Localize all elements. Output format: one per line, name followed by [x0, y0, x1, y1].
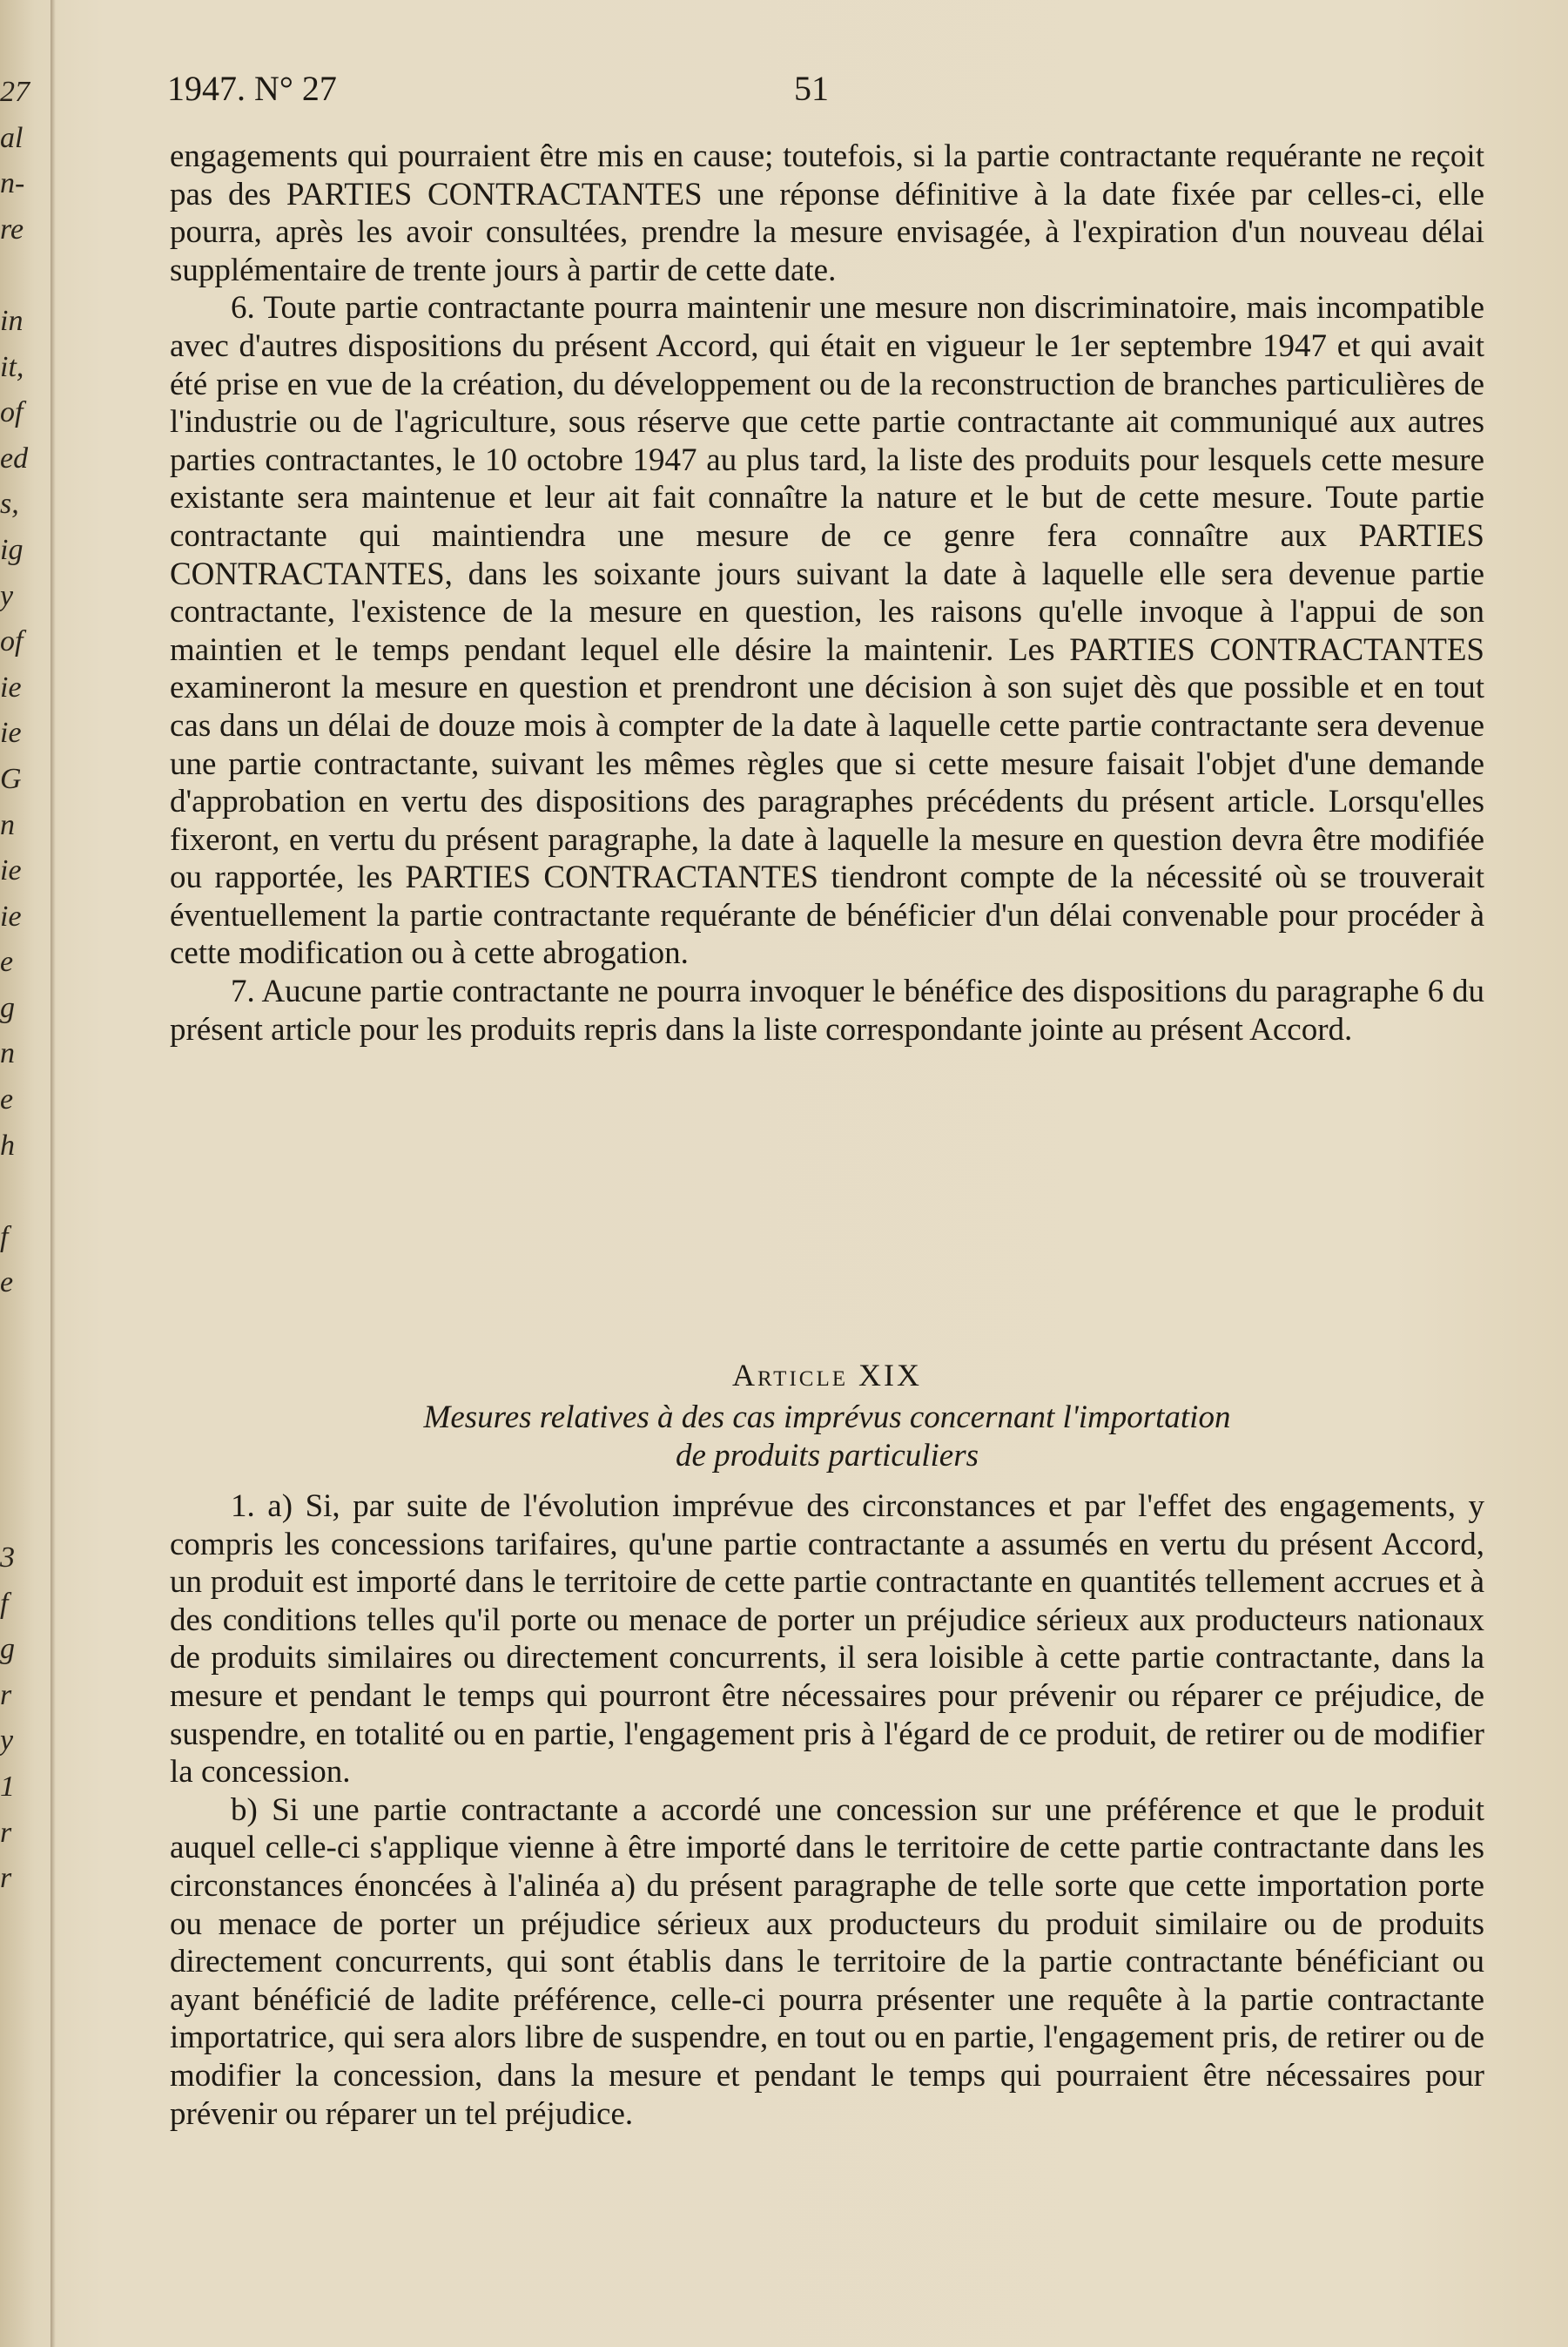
margin-fragment [0, 1444, 26, 1490]
margin-fragment: e [0, 1266, 14, 1299]
margin-fragment [0, 1352, 26, 1399]
article-title: Article XIX [732, 1358, 922, 1393]
paragraph-6: 6. Toute partie contractante pourra maintenir une mesure non discriminatoire, mais incompatible avec d'autres dispositions du présent Accord, qui était en vigueur le 1er septembre 1947 et qui avait été prise en vue de la création, du développement ou de la reconstruction de branches particulières de l'industrie ou de l'agriculture, sous réserve que cette partie contractante ait communiqué aux autres parties contractantes, le 10 octobre 1947 au plus tard, la liste des produits pour lesquels cette mesure existante sera maintenue et leur ait fait connaître la nature et le but de cette mesure. Toute partie contractante qui maintiendra une mesure de ce genre fera connaître aux PARTIES CONTRACTANTES, dans les soixante jours suivant la date à laquelle elle sera devenue partie contractante, l'existence de la mesure en question, les raisons qu'elle invoque à l'appui de son maintien et le temps pendant lequel elle désire la maintenir. Les PARTIES CONTRACTANTES examineront la mesure en question et prendront une décision à son sujet dès que possible et en tout cas dans un délai de douze mois à compter de la date à laquelle cette partie contractante sera devenue une partie contractante, suivant les mêmes règles que si cette mesure faisait l'objet d'une demande d'approbation en vertu des dispositions des paragraphes précédents du présent article. Lorsqu'elles fixeront, en vertu du présent paragraphe, la date à laquelle la mesure en question devra être modifiée ou rapportée, les PARTIES CONTRACTANTES tiendront compte de la nécessité où se trouverait éventuellement la partie contractante requérante de bénéficier d'un délai convenable pour procéder à cette modification ou à cette abrogation. [170, 290, 1484, 972]
margin-fragment: r [0, 1862, 12, 1895]
page-number: 51 [794, 69, 829, 108]
margin-fragment [0, 2085, 26, 2131]
margin-fragment: y [0, 579, 14, 612]
margin-fragment: s, [0, 488, 19, 521]
body-text-upper [170, 138, 1484, 1049]
margin-fragment [0, 1398, 26, 1444]
margin-fragment: of [0, 625, 24, 658]
article-heading [170, 1357, 1484, 1475]
margin-fragment: 27 [0, 76, 30, 108]
paragraph-continuation: engagements qui pourraient être mis en cause; toutefois, si la partie contractante requérante ne reçoit pas des PARTIES CONTRACTANTES une réponse définitive à la date fixée par celles-ci, elle pourra, après les avoir consultées, prendre la mesure envisagée, à l'expiration d'un nouveau délai supplémentaire de trente jours à partir de cette date. [170, 138, 1484, 288]
margin-fragment: ie [0, 854, 22, 887]
margin-fragment: ie [0, 900, 22, 933]
margin-fragment [0, 253, 26, 299]
header-document-ref: 1947. N° 27 [167, 69, 337, 108]
margin-fragment: e [0, 1083, 14, 1116]
margin-fragment: f [0, 1220, 9, 1253]
margin-fragment: h [0, 1129, 15, 1162]
margin-fragment: f [0, 1587, 9, 1620]
margin-fragment [0, 1169, 26, 1215]
margin-fragment: it, [0, 350, 24, 383]
body-text-lower [170, 1487, 1484, 2133]
margin-fragment: g [0, 991, 15, 1024]
margin-fragment: ie [0, 671, 22, 704]
margin-fragment: n [0, 808, 15, 841]
paragraph-1a: 1. a) Si, par suite de l'évolution imprévue des circonstances et par l'effet des engagements, y compris les concessions tarifaires, qu'une partie contractante a assumés en vertu du présent Accord, un produit est importé dans le territoire de cette partie contractante en quantités tellement accrues et à des conditions telles qu'il porte ou menace de porter un préjudice sérieux aux producteurs nationaux de produits similaires ou directement concurrents, il sera loisible à cette partie contractante, dans la mesure et pendant le temps qui pourront être nécessaires pour prévenir ou réparer ce préjudice, de suspendre, en totalité ou en partie, l'engagement pris à l'égard de ce produit, de retirer ou de modifier la concession. [170, 1488, 1484, 1791]
margin-fragment: r [0, 1816, 12, 1849]
running-header [167, 68, 1491, 120]
margin-fragment [0, 1947, 26, 1993]
margin-fragment: g [0, 1633, 15, 1666]
margin-fragment: ie [0, 717, 22, 750]
margin-fragment: of [0, 396, 24, 429]
margin-fragment: n- [0, 167, 25, 200]
margin-fragment: y [0, 1724, 14, 1757]
margin-fragment: al [0, 121, 24, 154]
paragraph-1b: b) Si une partie contractante a accordé une concession sur une préférence et que le produit auquel celle-ci s'applique vienne à être importé dans le territoire de cette partie contractante dans les circonstances énoncées à l'alinéa a) du présent paragraphe de telle sorte que cette importation porte ou menace de porter un préjudice sérieux aux producteurs du produit similaire ou de produits directement concurrents, qui sont établis dans le territoire de la partie contractante bénéficiant ou ayant bénéficié de ladite préférence, celle-ci pourra présenter une requête à la partie contractante importatrice, qui sera alors libre de suspendre, en tout ou en partie, l'engagement pris, de retirer ou de modifier la concession, dans la mesure et pendant le temps qui pourraient être nécessaires pour prévenir ou réparer un tel préjudice. [170, 1791, 1484, 2132]
margin-fragment: re [0, 212, 24, 246]
margin-fragment: in [0, 304, 24, 337]
margin-fragment [0, 1489, 26, 1535]
margin-fragment [0, 1902, 26, 1948]
margin-fragment: 3 [0, 1541, 15, 1574]
margin-fragment [0, 2040, 26, 2086]
article-subtitle-line-1: Mesures relatives à des cas imprévus concernant l'importation [423, 1399, 1231, 1435]
margin-fragment [0, 1993, 26, 2040]
margin-fragment: G [0, 762, 22, 795]
article-subtitle-line-2: de produits particuliers [675, 1438, 979, 1474]
margin-fragment: e [0, 946, 14, 979]
margin-fragment: ed [0, 442, 29, 475]
previous-page-margin [0, 70, 30, 2131]
margin-fragment: ig [0, 533, 24, 566]
margin-fragment: r [0, 1678, 12, 1711]
book-gutter [50, 0, 56, 2347]
margin-fragment: n [0, 1037, 15, 1070]
margin-fragment [0, 1306, 26, 1352]
margin-fragment: 1 [0, 1770, 15, 1803]
paragraph-7: 7. Aucune partie contractante ne pourra invoquer le bénéfice des dispositions du paragraphe 6 du présent article pour les produits repris dans la liste correspondante jointe au présent Accord. [170, 974, 1484, 1048]
